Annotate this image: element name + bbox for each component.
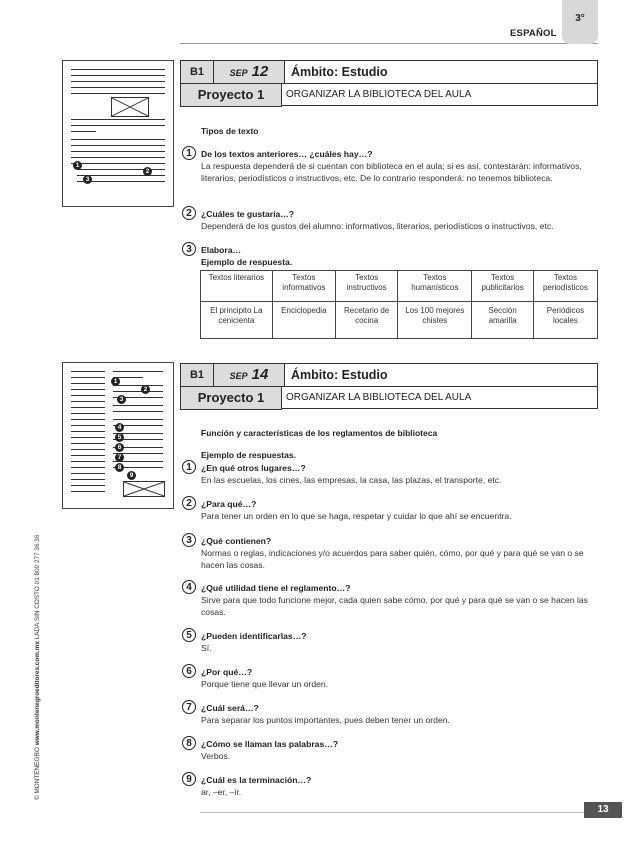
question-prompt: Elabora… <box>201 245 242 255</box>
sep-label: SEP <box>229 371 248 381</box>
question-number: 1 <box>182 460 196 474</box>
marker-2: 2 <box>141 385 150 394</box>
section-header-12 <box>180 60 598 108</box>
question-answer: Para separar los puntos importantes, pues deben tener un orden. <box>201 715 450 725</box>
table-header-cell: Textos periodísticos <box>533 271 597 302</box>
question-number: 3 <box>182 242 196 256</box>
question-answer: Ejemplo de respuesta. <box>201 257 293 267</box>
marker-1: 1 <box>111 377 120 386</box>
question-prompt: ¿Pueden identificarlas…? <box>201 631 307 641</box>
marker-6: 6 <box>115 443 124 452</box>
question-number: 4 <box>182 580 196 594</box>
question-prompt: ¿Por qué…? <box>201 667 253 677</box>
question-answer: La respuesta dependerá de si cuentan con biblioteca en el aula; si es así, contestarán: informativos, literarios, periodísticos o instructivos, etc. De lo contrario responderá: no tenemos biblioteca. <box>201 161 582 183</box>
block-label: B1 <box>181 364 214 386</box>
question-answer: Normas o reglas, indicaciones y/o acuerdos para saber quién, cómo, por qué y para qué se van o se hacen las cosas. <box>201 548 584 570</box>
table-header-cell: Textos publicitarios <box>472 271 533 302</box>
question-number: 7 <box>182 700 196 714</box>
question-number: 6 <box>182 664 196 678</box>
table-header-cell: Textos humanísticos <box>398 271 472 302</box>
question-number: 3 <box>182 533 196 547</box>
section-topic: Función y características de los reglamentos de biblioteca <box>201 428 438 438</box>
marker-2: 2 <box>143 167 152 176</box>
question-prompt: ¿Cuáles te gustaría…? <box>201 209 295 219</box>
question-item <box>182 146 600 196</box>
subject-label: ESPAÑOL <box>510 28 557 39</box>
publisher-name: © MONTENEGRO <box>34 747 41 800</box>
question-prompt: ¿Cuál será…? <box>201 703 259 713</box>
table-header-cell: Textos informativos <box>272 271 335 302</box>
question-prompt: ¿Cómo se llaman las palabras…? <box>201 739 339 749</box>
question-item <box>182 242 600 270</box>
footer-rule <box>200 812 584 813</box>
marker-8: 8 <box>115 463 124 472</box>
question-answer: En las escuelas, los cines, las empresas, la casa, las plazas, el transporte, etc. <box>201 475 502 485</box>
proyecto-label: Proyecto 1 <box>180 84 282 107</box>
question-prompt: ¿Qué utilidad tiene el reglamento…? <box>201 583 351 593</box>
question-answer: Sí. <box>201 643 212 653</box>
question-prompt: ¿Cuál es la terminación…? <box>201 775 312 785</box>
page-thumbnail-14 <box>62 362 174 509</box>
question-number: 2 <box>182 206 196 220</box>
ambito-title: Ámbito: Estudio <box>291 65 388 79</box>
question-number: 8 <box>182 736 196 750</box>
section-intro: Ejemplo de respuestas. <box>201 450 296 460</box>
grade-tab: 3° <box>562 0 598 44</box>
section-topic: Tipos de texto <box>201 126 259 136</box>
side-copyright <box>34 535 41 800</box>
header-rule <box>180 43 598 44</box>
table-cell: Enciclopedia <box>272 302 335 339</box>
sep-page-number: 14 <box>251 366 269 383</box>
question-answer: Dependerá de los gustos del alumno: informativos, literarios, periodísticos o instructivos, etc. <box>201 221 554 231</box>
question-prompt: ¿Para qué…? <box>201 499 257 509</box>
question-number: 2 <box>182 496 196 510</box>
table-header-cell: Textos instructivos <box>336 271 398 302</box>
marker-3: 3 <box>117 395 126 404</box>
proyecto-label: Proyecto 1 <box>180 387 282 410</box>
image-placeholder-icon <box>111 97 149 117</box>
proyecto-title: ORGANIZAR LA BIBLIOTECA DEL AULA <box>282 387 598 409</box>
question-prompt: De los textos anteriores… ¿cuáles hay…? <box>201 149 373 159</box>
table-cell: Periódicos locales <box>533 302 597 339</box>
question-prompt: ¿Qué contienen? <box>201 536 272 546</box>
publisher-phone: LADA SIN COSTO 01 800 277 36 36 <box>34 534 41 640</box>
question-number: 9 <box>182 772 196 786</box>
page-number: 13 <box>584 802 622 818</box>
page-thumbnail-12 <box>62 60 174 207</box>
marker-5: 5 <box>115 433 124 442</box>
sep-page-number: 12 <box>251 63 269 80</box>
table-cell: Los 100 mejores chistes <box>398 302 472 339</box>
table-cell: Recetario de cocina <box>336 302 398 339</box>
question-answer: Sirve para que todo funcione mejor, cada quien sabe cómo, por qué y para qué se van o se hacen las cosas. <box>201 595 588 617</box>
question-number: 5 <box>182 628 196 642</box>
question-number: 1 <box>182 146 196 160</box>
marker-1: 1 <box>73 161 82 170</box>
text-types-table <box>200 270 598 339</box>
question-answer: Porque tiene que llevar un orden. <box>201 679 329 689</box>
marker-4: 4 <box>115 423 124 432</box>
block-label: B1 <box>181 61 214 83</box>
sep-label: SEP <box>229 68 248 78</box>
sep-page <box>214 364 285 386</box>
question-prompt: ¿En qué otros lugares…? <box>201 463 306 473</box>
ambito-title: Ámbito: Estudio <box>291 368 388 382</box>
sep-page <box>214 61 285 83</box>
question-answer: Para tener un orden en lo que se haga, respetar y cuidar lo que ahí se encuentra. <box>201 511 512 521</box>
question-item <box>182 206 600 234</box>
image-placeholder-icon <box>123 481 165 497</box>
marker-9: 9 <box>127 471 136 480</box>
table-cell: El principito La cenicienta <box>201 302 273 339</box>
marker-7: 7 <box>115 453 124 462</box>
section-header-14 <box>180 363 598 411</box>
proyecto-title: ORGANIZAR LA BIBLIOTECA DEL AULA <box>282 84 598 106</box>
table-cell: Sección amarilla <box>472 302 533 339</box>
publisher-website: www.montenegroeditores.com.mx <box>34 641 41 746</box>
table-header-cell: Textos literarios <box>201 271 273 302</box>
marker-3: 3 <box>83 175 92 184</box>
question-answer: Verbos. <box>201 751 231 761</box>
question-answer: ar, –er, –ir. <box>201 787 242 797</box>
